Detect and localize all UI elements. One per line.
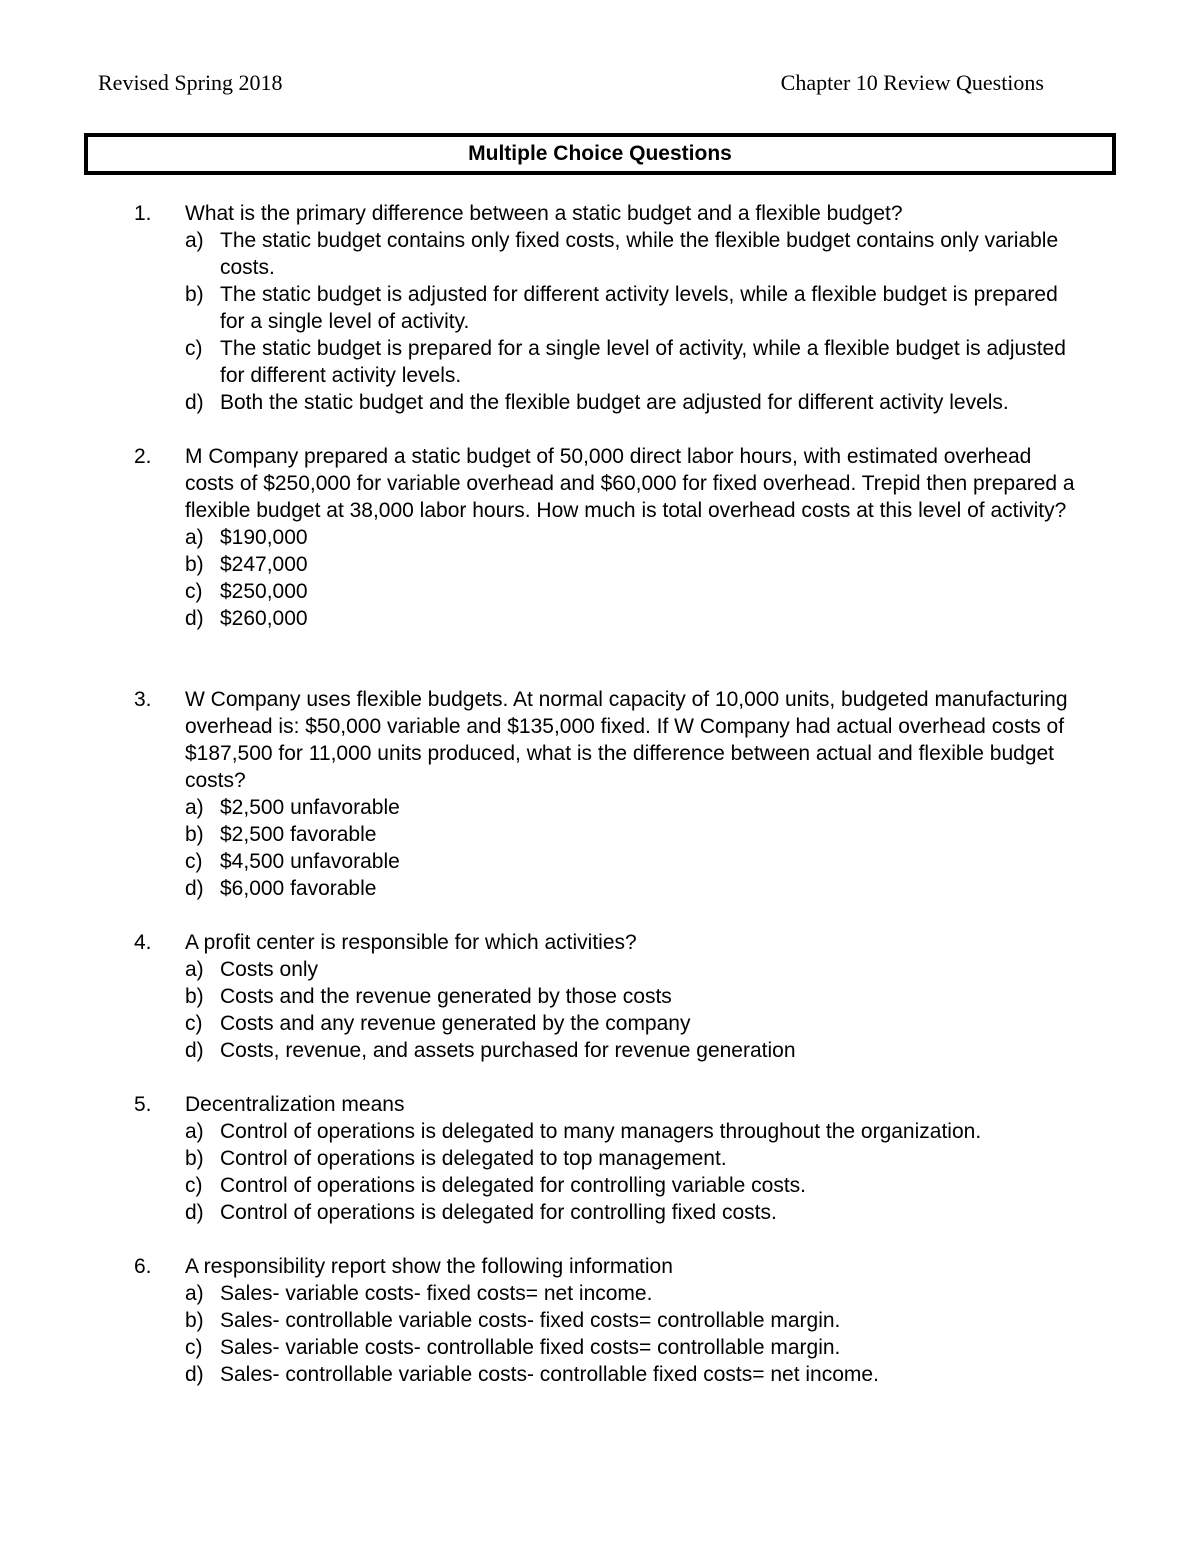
question-text: What is the primary difference between a static budget and a flexible budget? (185, 202, 903, 225)
option-text: $4,500 unfavorable (220, 850, 400, 873)
option-d (185, 389, 1085, 416)
option-list (0, 794, 1200, 902)
question-text: M Company prepared a static budget of 50,000 direct labor hours, with estimated overhead costs of $250,000 for variable overhead and $60,000 for fixed overhead. Trepid then prepared a flexible budget at 38,000 labor hours. How much is total overhead costs at this level of activity? (185, 445, 1075, 522)
option-letter: c) (185, 1336, 203, 1359)
option-text: Sales- variable costs- controllable fixed costs= controllable margin. (220, 1336, 841, 1359)
option-letter: a) (185, 796, 204, 819)
question-number: 2. (134, 445, 152, 468)
question-number: 6. (134, 1255, 152, 1278)
question-text: W Company uses flexible budgets. At normal capacity of 10,000 units, budgeted manufacturing overhead is: $50,000 variable and $135,000 fixed. If W Company had actual overhead costs of $187,500 for 11,000 units produced, what is the difference between actual and flexible budget costs? (185, 688, 1068, 792)
header-revision-date: Revised Spring 2018 (98, 70, 283, 95)
option-letter: c) (185, 850, 203, 873)
page-header (98, 70, 1044, 102)
option-c (185, 335, 1085, 389)
option-d (185, 1361, 1085, 1388)
question-number: 1. (134, 202, 152, 225)
option-text: Sales- controllable variable costs- controllable fixed costs= net income. (220, 1363, 879, 1386)
option-text: Control of operations is delegated to many managers throughout the organization. (220, 1120, 982, 1143)
option-text: Sales- controllable variable costs- fixed costs= controllable margin. (220, 1309, 841, 1332)
option-text: $190,000 (220, 526, 308, 549)
option-text: Costs only (220, 958, 319, 981)
option-letter: a) (185, 1282, 204, 1305)
question-number: 4. (134, 931, 152, 954)
option-b (185, 1307, 1085, 1334)
question-6 (0, 1253, 1200, 1388)
option-letter: c) (185, 1012, 203, 1035)
option-c (185, 848, 1085, 875)
option-list (0, 524, 1200, 632)
option-text: The static budget is prepared for a single level of activity, while a flexible budget is adjusted for different activity levels. (220, 337, 1066, 387)
header-chapter-title: Chapter 10 Review Questions (780, 70, 1044, 95)
option-letter: b) (185, 1147, 204, 1170)
option-letter: b) (185, 1309, 204, 1332)
option-d (185, 605, 1085, 632)
option-letter: b) (185, 553, 204, 576)
option-letter: d) (185, 1039, 204, 1062)
option-letter: a) (185, 958, 204, 981)
option-letter: b) (185, 283, 204, 306)
option-c (185, 1010, 1085, 1037)
option-letter: c) (185, 337, 203, 360)
option-text: Costs and the revenue generated by those costs (220, 985, 672, 1008)
option-text: The static budget is adjusted for different activity levels, while a flexible budget is prepared for a single level of activity. (220, 283, 1058, 333)
option-c (185, 1172, 1085, 1199)
option-letter: b) (185, 823, 204, 846)
question-4 (0, 929, 1200, 1064)
question-number: 5. (134, 1093, 152, 1116)
option-text: Both the static budget and the flexible budget are adjusted for different activity levels. (220, 391, 1009, 414)
option-letter: d) (185, 877, 204, 900)
question-3 (0, 686, 1200, 902)
option-b (185, 281, 1085, 335)
option-b (185, 1145, 1085, 1172)
option-a (185, 1118, 1085, 1145)
option-letter: d) (185, 1363, 204, 1386)
option-text: $2,500 unfavorable (220, 796, 400, 819)
option-letter: a) (185, 1120, 204, 1143)
option-list (0, 1280, 1200, 1388)
section-title: Multiple Choice Questions (468, 142, 732, 165)
option-text: The static budget contains only fixed costs, while the flexible budget contains only variable costs. (220, 229, 1059, 279)
question-text: A responsibility report show the following information (185, 1255, 673, 1278)
option-letter: c) (185, 580, 203, 603)
option-text: $6,000 favorable (220, 877, 377, 900)
option-letter: d) (185, 1201, 204, 1224)
option-text: Control of operations is delegated to top management. (220, 1147, 727, 1170)
option-d (185, 875, 1085, 902)
option-letter: d) (185, 607, 204, 630)
option-text: $2,500 favorable (220, 823, 377, 846)
option-a (185, 956, 1085, 983)
option-b (185, 551, 1085, 578)
option-list (0, 956, 1200, 1064)
option-a (185, 524, 1085, 551)
option-c (185, 1334, 1085, 1361)
option-text: Control of operations is delegated for controlling fixed costs. (220, 1201, 777, 1224)
option-letter: c) (185, 1174, 203, 1197)
option-text: Control of operations is delegated for controlling variable costs. (220, 1174, 806, 1197)
question-text: A profit center is responsible for which activities? (185, 931, 637, 954)
option-a (185, 227, 1085, 281)
option-text: Costs and any revenue generated by the company (220, 1012, 691, 1035)
question-list (0, 200, 1200, 1388)
option-list (0, 227, 1200, 416)
option-letter: d) (185, 391, 204, 414)
option-b (185, 821, 1085, 848)
question-number: 3. (134, 688, 152, 711)
option-list (0, 1118, 1200, 1226)
option-letter: a) (185, 229, 204, 252)
option-a (185, 1280, 1085, 1307)
option-d (185, 1199, 1085, 1226)
question-2 (0, 443, 1200, 632)
option-text: $260,000 (220, 607, 308, 630)
question-1 (0, 200, 1200, 416)
question-5 (0, 1091, 1200, 1226)
option-a (185, 794, 1085, 821)
option-letter: a) (185, 526, 204, 549)
option-text: $247,000 (220, 553, 308, 576)
option-d (185, 1037, 1085, 1064)
option-letter: b) (185, 985, 204, 1008)
option-text: Costs, revenue, and assets purchased for revenue generation (220, 1039, 796, 1062)
section-title-box (84, 133, 1116, 175)
option-b (185, 983, 1085, 1010)
option-text: $250,000 (220, 580, 308, 603)
option-c (185, 578, 1085, 605)
option-text: Sales- variable costs- fixed costs= net income. (220, 1282, 653, 1305)
question-text: Decentralization means (185, 1093, 405, 1116)
